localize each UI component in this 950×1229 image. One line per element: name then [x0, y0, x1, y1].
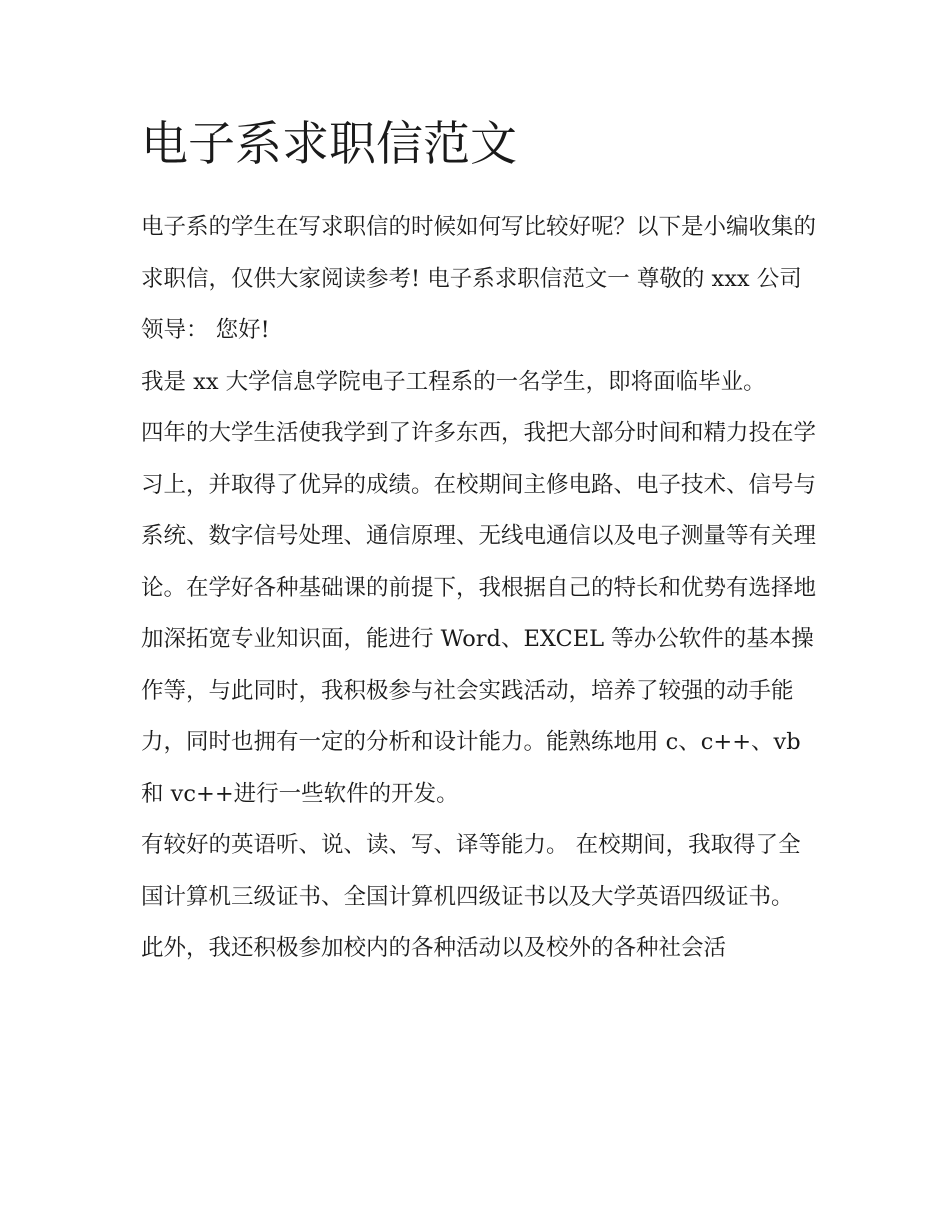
paragraph-activities: 此外，我还积极参加校内的各种活动以及校外的各种社会活 — [141, 935, 727, 961]
paragraph-self-introduction: 我是 xx 大学信息学院电子工程系的一名学生，即将面临毕业。 — [141, 368, 766, 395]
document-content — [141, 112, 816, 975]
paragraph-education: 四年的大学生活使我学到了许多东西，我把大部分时间和精力投在学习上，并取得了优异的成绩。在校期间主修电路、电子技术、信号与系统、数字信号处理、通信原理、无线电通信以及电子测量等有关理论。在学好各种基础课的前提下，我根据自己的特长和优势有选择地加深拓宽专业知识面，能进行 Word、EXCEL 等办公软件的基本操作等，与此同时，我积极参与社会实践活动，培养了较强的动手能力，同时也拥有一定的分析和设计能力。能熟练地用 c、c++、vb 和 vc++进行一些软件的开发。 — [141, 420, 817, 807]
paragraph-certificates: 有较好的英语听、说、读、写、译等能力。 在校期间，我取得了全国计算机三级证书、全国计算机四级证书以及大学英语四级证书。 — [141, 832, 801, 910]
document-body — [141, 202, 816, 975]
paragraph-intro: 电子系的学生在写求职信的时候如何写比较好呢？以下是小编收集的求职信，仅供大家阅读参考! 电子系求职信范文一 尊敬的 xxx 公司领导： 您好! — [141, 214, 817, 343]
document-title: 电子系求职信范文 — [141, 117, 517, 172]
